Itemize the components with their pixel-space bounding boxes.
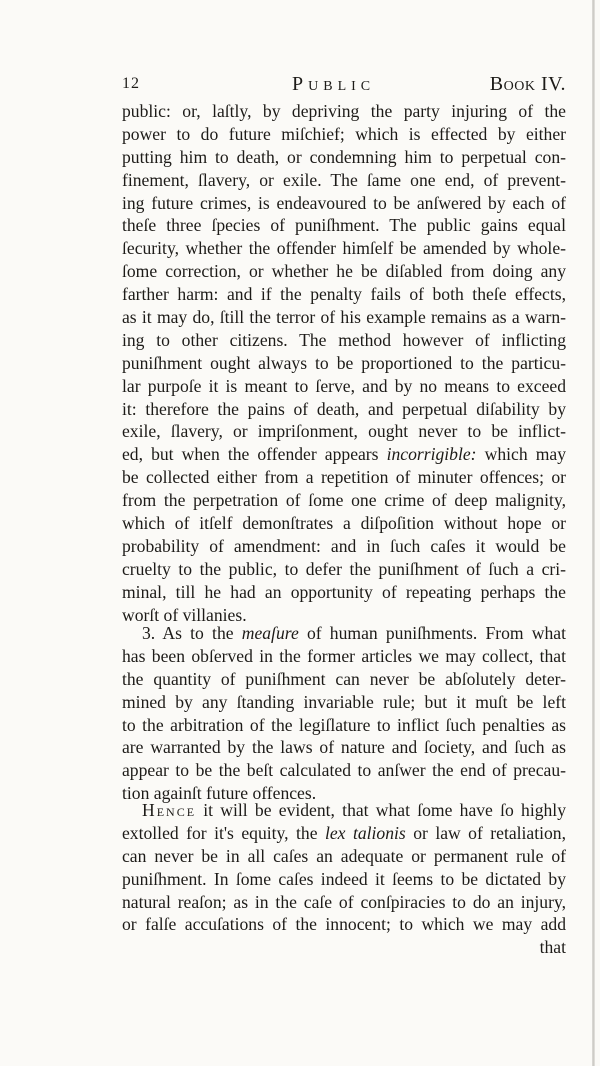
text-line: puniſhment. In ſome caſes indeed it ſeems to be dictated by — [122, 868, 566, 889]
text-line: public: or, laſtly, by depriving the party injuring of the — [122, 101, 566, 121]
text-run: 3. As to the — [142, 623, 242, 643]
text-line: natural reaſon; as in the caſe of conſpiracies to do an injury, — [122, 891, 566, 912]
italic-term: incorrigible: — [386, 444, 477, 465]
text-line: are warranted by the laws of nature and ſociety, and ſuch as — [122, 737, 566, 758]
text-line — [122, 822, 566, 845]
text-line — [122, 443, 566, 466]
text-line: from the perpetration of ſome one crime of deep malignity, — [122, 490, 566, 511]
text-run: extolled for it's equity, the — [122, 822, 325, 843]
text-line: exile, ſlavery, or impriſonment, ought never to be inflict- — [122, 421, 566, 442]
text-line: finement, ſlavery, or exile. The ſame one end, of prevent- — [122, 169, 566, 190]
text-line: puniſhment ought always to be proportioned to the particu- — [122, 352, 566, 373]
italic-term: lex talionis — [324, 822, 406, 843]
small-caps-lead-word: Hence — [142, 800, 197, 820]
page-number: 12 — [122, 75, 140, 92]
text-line: mined by any ſtanding invariable rule; but it muſt be left — [122, 691, 566, 712]
text-line: worſt of villanies. — [122, 604, 247, 625]
text-line: ſome correction, or whether he be diſabled from doing any — [122, 261, 566, 282]
running-header — [122, 73, 566, 99]
running-title: Public — [292, 73, 376, 95]
text-line — [122, 799, 566, 822]
text-line: lar purpoſe it is meant to ſerve, and by no means to exceed — [122, 375, 566, 396]
text-line: theſe three ſpecies of puniſhment. The public gains equal — [122, 215, 566, 236]
text-line: the quantity of puniſhment can never be abſolutely deter- — [122, 668, 566, 689]
text-line — [122, 622, 566, 645]
text-line: minal, till he had an opportunity of repeating perhaps the — [122, 581, 566, 602]
text-line: which of itſelf demonſtrates a diſpoſition without hope or — [122, 513, 566, 534]
text-line: tion againſt future offences. — [122, 783, 317, 804]
text-line: appear to be the beſt calculated to anſwer the end of precau- — [122, 760, 566, 781]
page-edge-shadow — [592, 0, 595, 1066]
paragraph-lex-talionis — [122, 799, 566, 959]
text-line: or falſe accuſations of the innocent; to which we may add — [122, 914, 566, 935]
text-line: power to do future miſchief; which is effected by either — [122, 123, 566, 144]
text-run: which may — [476, 444, 566, 465]
text-run: of human puniſhments. From what — [298, 623, 566, 643]
text-line: has been obſerved in the former articles we may collect, that — [122, 645, 566, 666]
text-line: putting him to death, or condemning him to perpetual con- — [122, 146, 566, 167]
text-line: as it may do, ſtill the terror of his example remains as a warn- — [122, 307, 566, 328]
book-label: Book IV. — [489, 73, 566, 95]
text-run: it will be evident, that what ſome have ſo highly — [196, 800, 566, 820]
text-line: be collected either from a repetition of minuter offences; or — [122, 467, 566, 488]
text-run: ed, but when the offender appears — [122, 444, 387, 465]
paragraph-punishment-ends — [122, 100, 566, 626]
text-line: can never be in all caſes an adequate or permanent rule of — [122, 845, 566, 866]
text-line: cruelty to the public, to defer the puniſhment of ſuch a cri- — [122, 558, 566, 579]
text-line: to the arbitration of the legiſlature to inflict ſuch penalties as — [122, 714, 566, 735]
paragraph-measure-of-punishment — [122, 622, 566, 805]
text-line: it: therefore the pains of death, and perpetual diſability by — [122, 398, 566, 419]
text-run: or law of retaliation, — [405, 822, 567, 843]
text-line: ſecurity, whether the offender himſelf be amended by whole- — [122, 238, 566, 259]
text-line: ing to other citizens. The method however of inflicting — [122, 329, 566, 350]
text-line: ing future crimes, is endeavoured to be anſwered by each of — [122, 192, 566, 213]
text-line: probability of amendment: and in ſuch caſes it would be — [122, 535, 566, 556]
catchword: that — [539, 937, 566, 958]
italic-term: meaſure — [241, 623, 299, 643]
text-line: farther harm: and if the penalty fails of both theſe effects, — [122, 284, 566, 305]
